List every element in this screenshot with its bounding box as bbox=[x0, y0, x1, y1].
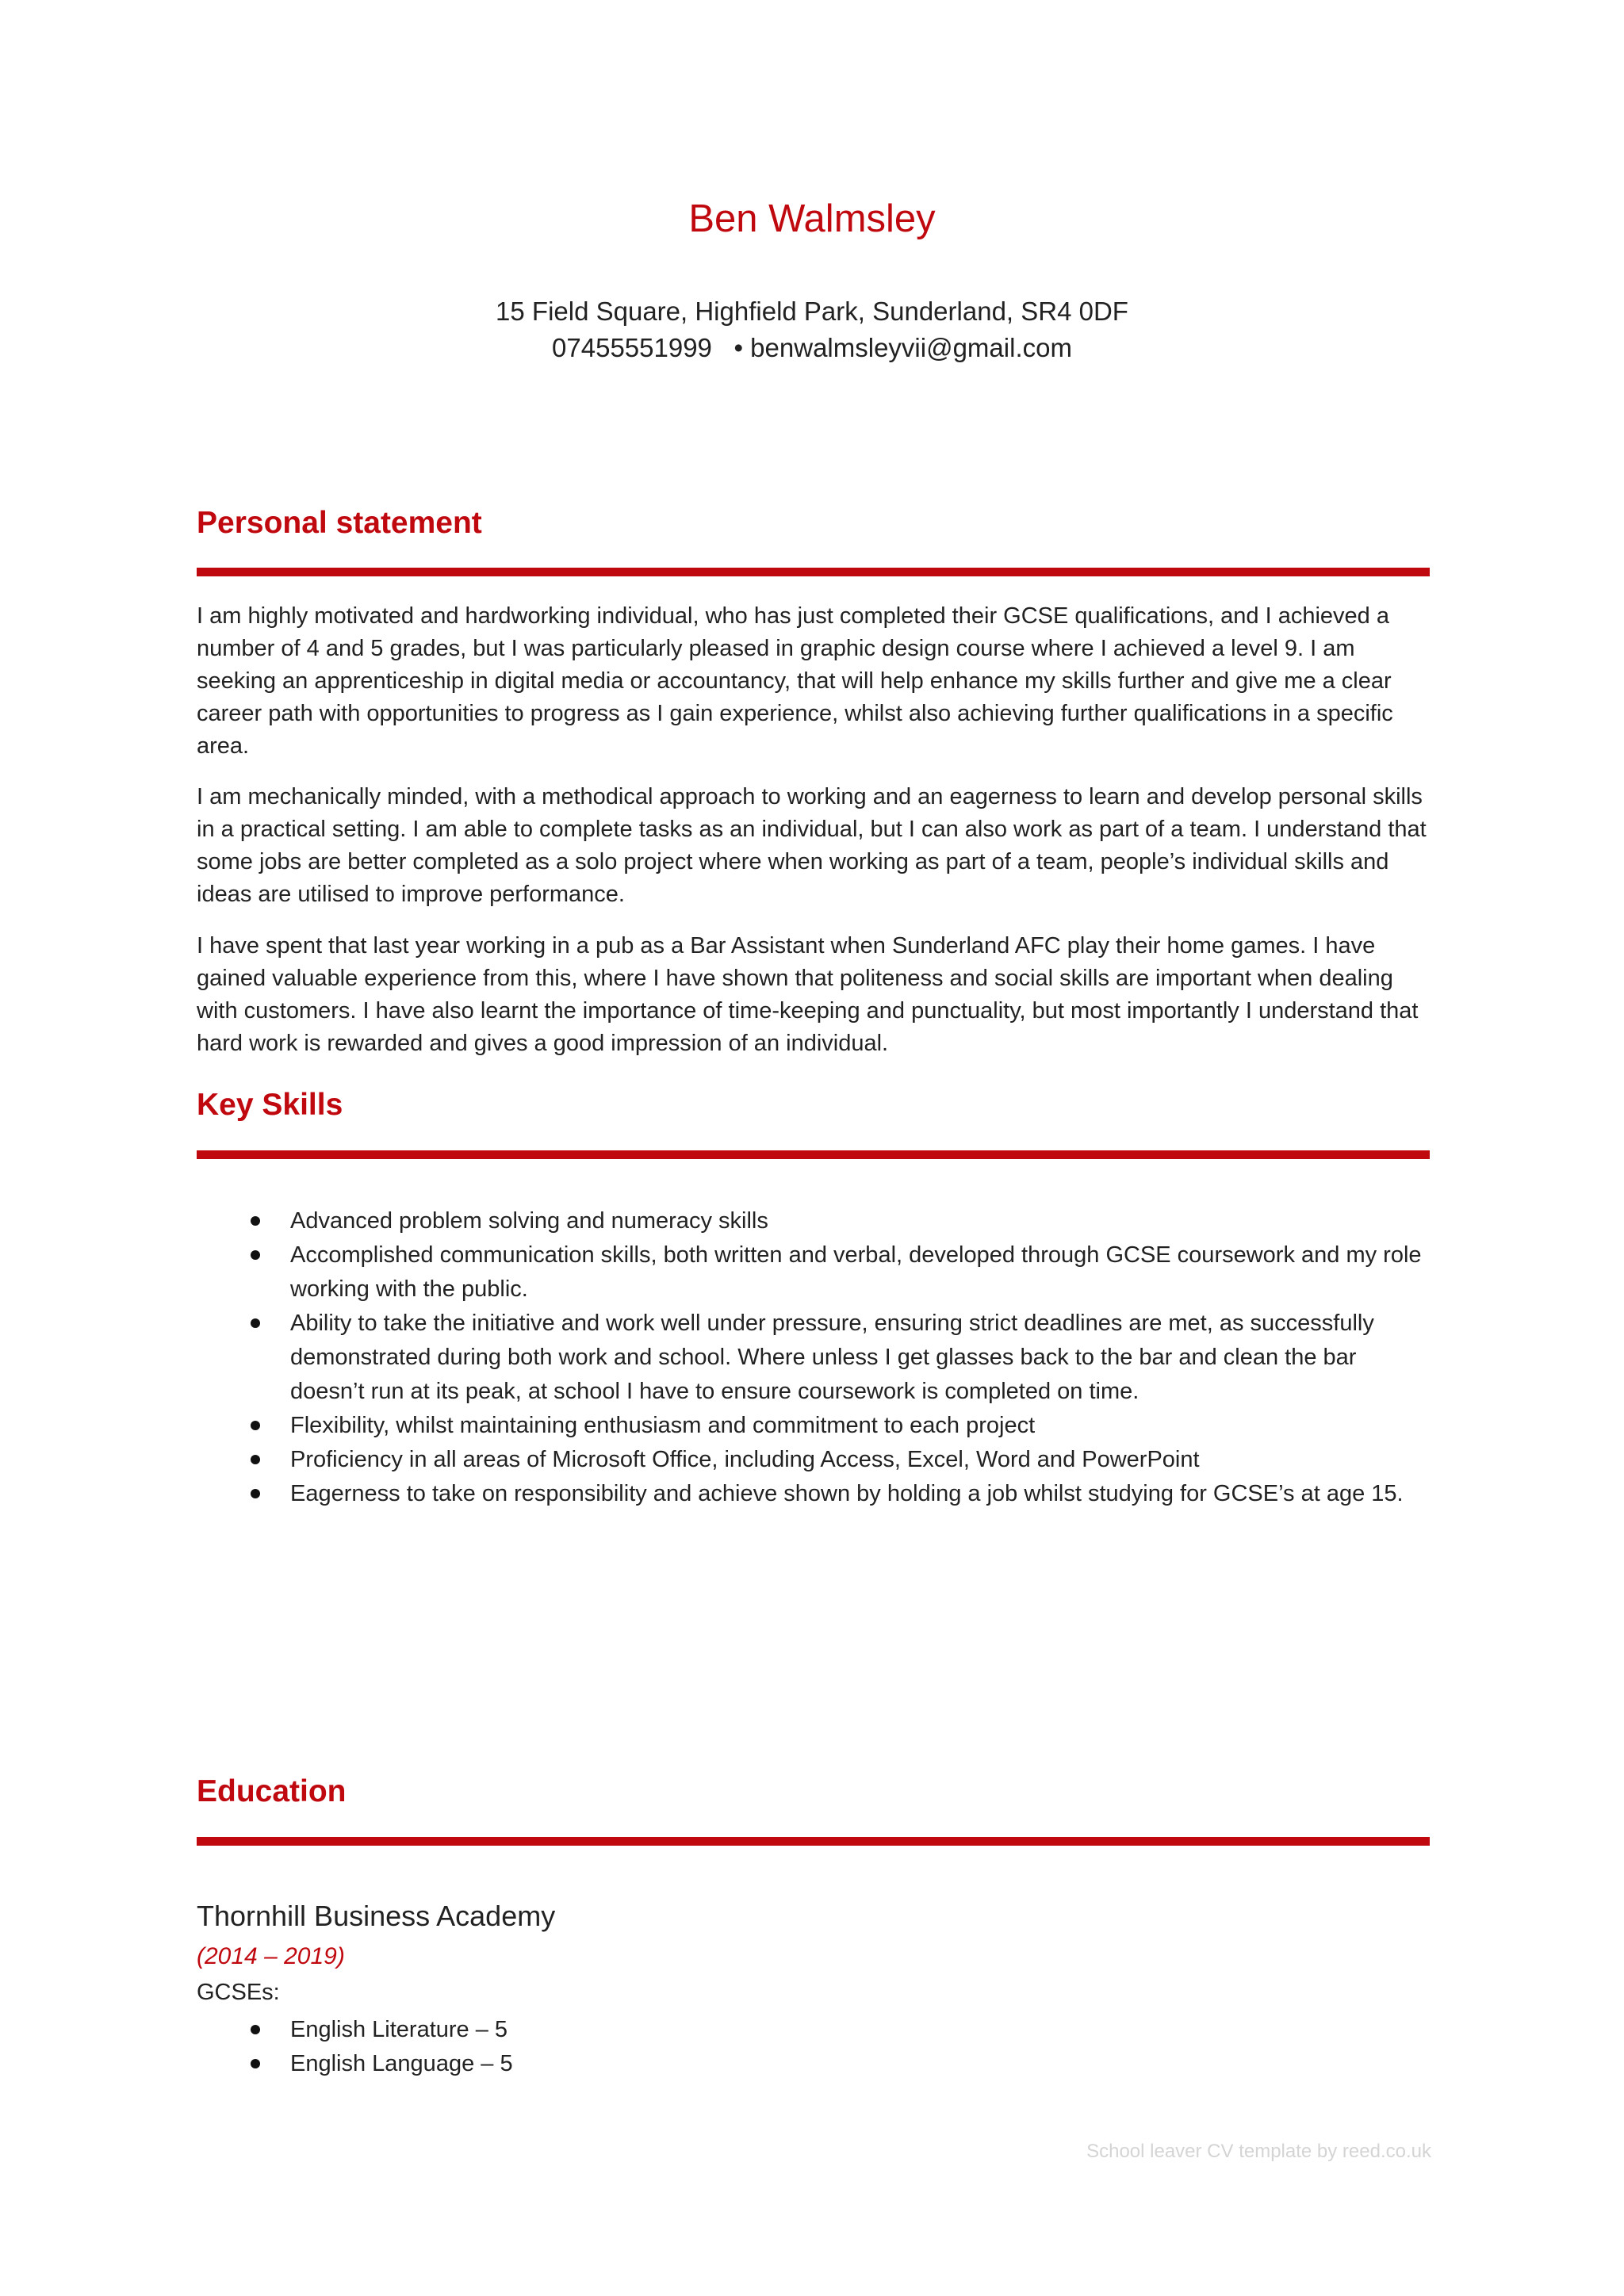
list-item bbox=[197, 2047, 1434, 2081]
address: 15 Field Square, Highfield Park, Sunderland, SR4 0DF bbox=[496, 297, 1128, 326]
section-divider bbox=[197, 1837, 1430, 1846]
education-heading: Education bbox=[197, 1774, 347, 1808]
skill-text: Eagerness to take on responsibility and achieve shown by holding a job whilst studying for GCSE’s at age 15. bbox=[290, 1481, 1404, 1506]
key-skills-list bbox=[197, 1204, 1434, 1511]
bullet-icon bbox=[251, 1421, 260, 1430]
list-item bbox=[197, 1238, 1434, 1307]
bullet-icon bbox=[251, 2059, 260, 2068]
phone-number: 07455551999 bbox=[552, 333, 712, 362]
bullet-separator: • bbox=[733, 333, 743, 362]
key-skills-heading: Key Skills bbox=[197, 1088, 343, 1122]
bullet-icon bbox=[251, 1250, 260, 1260]
list-item bbox=[197, 1477, 1434, 1511]
statement-paragraph: I am mechanically minded, with a methodical approach to working and an eagerness to learn and develop personal skills in a practical setting. I am able to complete tasks as an individual, but I can also work as part of a team. I understand that some jobs are better completed as a solo project where when working as part of a team, people’s individual skills and ideas are utilised to improve performance. bbox=[197, 784, 1427, 907]
list-item bbox=[197, 1409, 1434, 1443]
personal-statement-heading: Personal statement bbox=[197, 506, 482, 540]
education-dates: (2014 – 2019) bbox=[197, 1943, 345, 1969]
bullet-icon bbox=[251, 2025, 260, 2034]
section-divider bbox=[197, 1150, 1430, 1159]
email-address: benwalmsleyvii@gmail.com bbox=[750, 333, 1072, 362]
bullet-icon bbox=[251, 1455, 260, 1464]
list-item bbox=[197, 1204, 1434, 1238]
bullet-icon bbox=[251, 1216, 260, 1226]
subject-grade: English Language – 5 bbox=[290, 2051, 513, 2076]
statement-paragraph: I am highly motivated and hardworking individual, who has just completed their GCSE qualifications, and I achieved a number of 4 and 5 grades, but I was particularly pleased in graphic design course where I achieved a level 9. I am seeking an apprenticeship in digital media or accountancy, that will help enhance my skills further and give me a clear career path with opportunities to progress as I gain experience, whilst also achieving further qualifications in a specific area. bbox=[197, 603, 1393, 759]
skill-text: Advanced problem solving and numeracy skills bbox=[290, 1208, 768, 1234]
list-item bbox=[197, 1307, 1434, 1409]
school-name: Thornhill Business Academy bbox=[197, 1900, 556, 1932]
skill-text: Accomplished communication skills, both written and verbal, developed through GCSE coursework and my role working with the public. bbox=[290, 1242, 1422, 1302]
candidate-name: Ben Walmsley bbox=[688, 197, 936, 240]
list-item bbox=[197, 2013, 1434, 2047]
list-item bbox=[197, 1443, 1434, 1477]
qualification-label: GCSEs: bbox=[197, 1980, 280, 2005]
contact-line bbox=[0, 333, 1624, 363]
gcse-list bbox=[197, 2013, 1434, 2081]
section-divider bbox=[197, 568, 1430, 576]
skill-text: Proficiency in all areas of Microsoft Office, including Access, Excel, Word and PowerPoint bbox=[290, 1447, 1200, 1472]
statement-paragraph: I have spent that last year working in a pub as a Bar Assistant when Sunderland AFC play their home games. I have gained valuable experience from this, where I have shown that politeness and social skills are important when dealing with customers. I have also learnt the importance of time-keeping and punctuality, but most importantly I understand that hard work is rewarded and gives a good impression of an individual. bbox=[197, 933, 1419, 1056]
skill-text: Flexibility, whilst maintaining enthusiasm and commitment to each project bbox=[290, 1413, 1036, 1438]
skill-text: Ability to take the initiative and work well under pressure, ensuring strict deadlines are met, as successfully demonstrated during both work and school. Where unless I get glasses back to the bar and clean the bar doesn’t run at its peak, at school I have to ensure coursework is completed on time. bbox=[290, 1311, 1374, 1404]
bullet-icon bbox=[251, 1489, 260, 1498]
bullet-icon bbox=[251, 1318, 260, 1328]
template-credit: School leaver CV template by reed.co.uk bbox=[1086, 2141, 1431, 2162]
subject-grade: English Literature – 5 bbox=[290, 2017, 508, 2042]
